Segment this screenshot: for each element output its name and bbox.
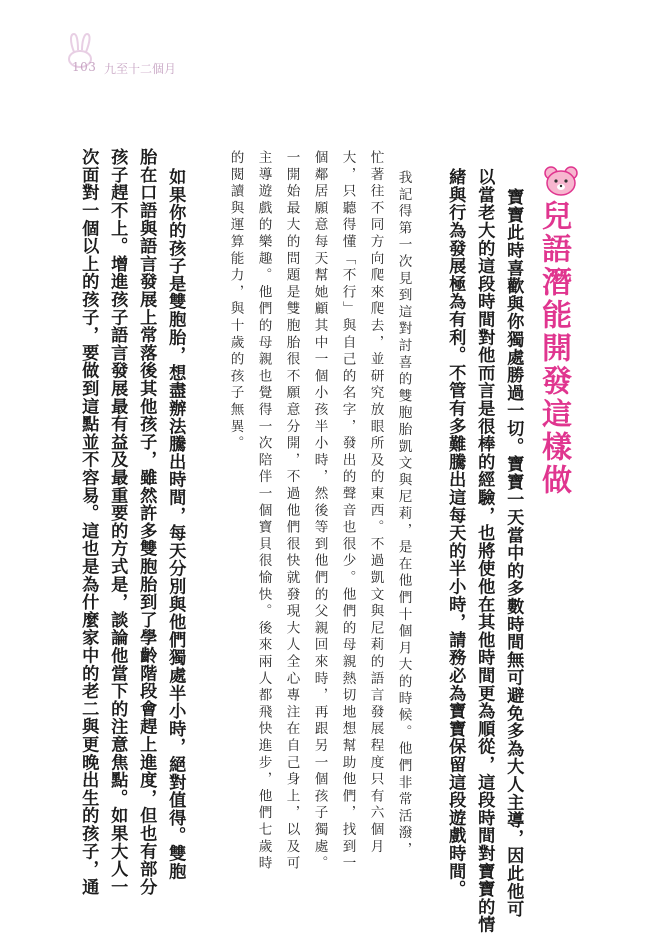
bear-face-icon [543, 165, 579, 197]
body-line: 寶寶此時喜歡與你獨處勝過一切。寶寶一天當中的多數時間無可避免多為大人主導，因此他可 [503, 188, 524, 918]
quote-line: 大，只聽得懂「不行」與自己的名字，發出的聲音也很少。他們的母親熱切地想幫助他們，找到一 [339, 150, 356, 873]
body-line: 次面對一個以上的孩子，要做到這點並不容易。這也是為什麼家中的老二與更晚出生的孩子，通 [78, 148, 99, 896]
quote-line: 我記得第一次見到這對討喜的雙胞胎凱文與尼莉，是在他們十個月大的時候。他們非常活潑， [395, 170, 412, 859]
running-head: 九至十二個月 [104, 62, 177, 76]
body-line: 如果你的孩子是雙胞胎，想盡辦法騰出時間，每天分別與他們獨處半小時，絕對值得。雙胞 [165, 168, 186, 880]
quote-line: 的閱讀與運算能力，與十歲的孩子無異。 [227, 150, 244, 453]
body-line: 緒與行為發展極為有利。不管有多難騰出這每天的半小時，請務必為寶寶保留這段遊戲時間。 [445, 168, 466, 898]
page-number: 103 [72, 60, 97, 74]
body-line: 孩子趕不上。增進孩子語言發展最有益及最重要的方式是，談論他當下的注意焦點。如果大人一 [107, 148, 128, 896]
quote-line: 一開始最大的問題是雙胞胎很不願意分開，不過他們很快就發現大人全心專注在自己身上，以及可 [283, 150, 300, 873]
body-line: 胎在口語與語言發展上常落後其他孩子，雖然許多雙胞胎到了學齡階段會趕上進度，但也有部分 [136, 148, 157, 896]
body-line: 以當老大的這段時間對他而言是很棒的經驗，也將使他在其他時間更為順從，這段時間對寶寶的情 [474, 168, 495, 933]
section-title: 兒語潛能開發這樣做 [536, 200, 571, 497]
quote-line: 主導遊戲的樂趣。他們的母親也覺得一次陪伴一個寶貝很愉快。後來兩人都飛快進步，他們七歲時 [255, 150, 272, 873]
quote-line: 忙著往不同方向爬來爬去，並研究放眼所及的東西。不過凱文與尼莉的語言發展程度只有六個月 [367, 150, 384, 856]
quote-line: 個鄰居願意每天幫她顧其中一個小孩半小時，然後等到他們的父親回來時，再跟另一個孩子獨處。 [311, 150, 328, 873]
